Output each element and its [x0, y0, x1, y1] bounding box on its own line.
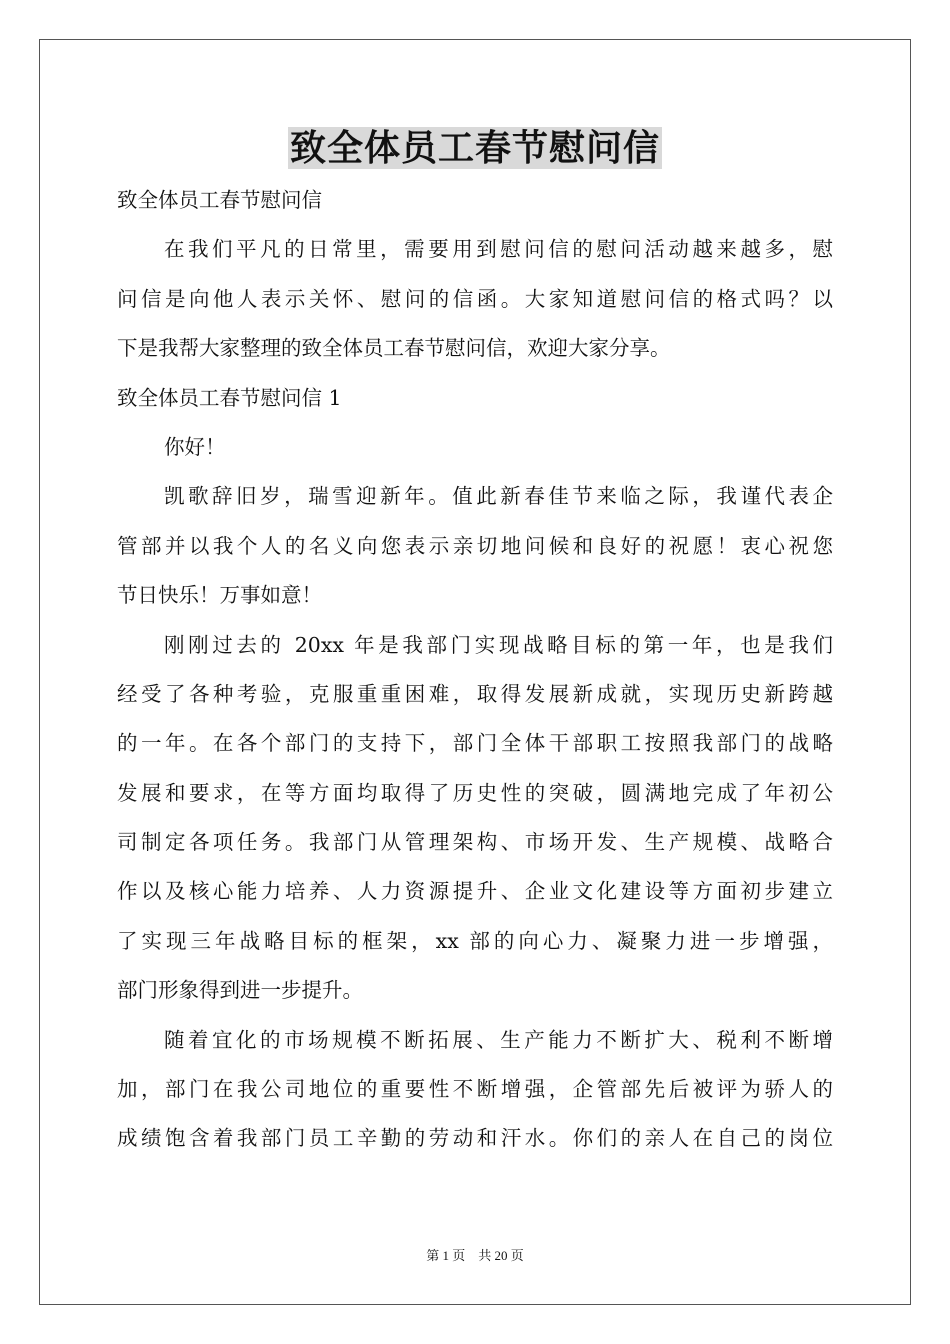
paragraph-line: 加，部门在我公司地位的重要性不断增强，企管部先后被评为骄人的 [117, 1077, 833, 1102]
paragraph-line: 发展和要求，在等方面均取得了历史性的突破，圆满地完成了年初公 [117, 780, 833, 805]
paragraph-line: 凯歌辞旧岁，瑞雪迎新年。值此新春佳节来临之际，我谨代表企 [164, 484, 833, 509]
subtitle-line: 致全体员工春节慰问信 [117, 188, 322, 212]
document-title-text: 致全体员工春节慰问信 [289, 127, 660, 169]
greeting-line: 你好！ [164, 434, 226, 459]
paragraph-line: 了实现三年战略目标的框架，xx 部的向心力、凝聚力进一步增强， [117, 928, 833, 953]
paragraph-line: 刚刚过去的 20xx 年是我部门实现战略目标的第一年，也是我们 [164, 632, 833, 657]
paragraph-line: 在我们平凡的日常里，需要用到慰问信的慰问活动越来越多，慰 [164, 237, 833, 262]
document-title [0, 122, 950, 174]
paragraph-line: 管部并以我个人的名义向您表示亲切地问候和良好的祝愿！衷心祝您 [117, 533, 833, 558]
paragraph-line: 部门形象得到进一步提升。 [117, 978, 363, 1003]
page-number: 第 1 页 共 20 页 [426, 1248, 524, 1263]
paragraph-line: 司制定各项任务。我部门从管理架构、市场开发、生产规模、战略合 [117, 830, 833, 855]
paragraph-line: 经受了各种考验，克服重重困难，取得发展新成就，实现历史新跨越 [117, 681, 833, 706]
paragraph-line: 作以及核心能力培养、人力资源提升、企业文化建设等方面初步建立 [117, 879, 833, 904]
paragraph-line: 的一年。在各个部门的支持下，部门全体干部职工按照我部门的战略 [117, 731, 833, 756]
paragraph-line: 下是我帮大家整理的致全体员工春节慰问信，欢迎大家分享。 [117, 336, 671, 361]
paragraph-line: 成绩饱含着我部门员工辛勤的劳动和汗水。你们的亲人在自己的岗位 [117, 1126, 833, 1151]
paragraph-line: 节日快乐！万事如意！ [117, 583, 322, 608]
paragraph-line: 问信是向他人表示关怀、慰问的信函。大家知道慰问信的格式吗？以 [117, 286, 833, 311]
section-heading: 致全体员工春节慰问信 1 [117, 385, 342, 410]
paragraph-line: 随着宜化的市场规模不断拓展、生产能力不断扩大、税利不断增 [164, 1027, 833, 1052]
page-footer [0, 1247, 950, 1265]
document-body [117, 176, 833, 1164]
